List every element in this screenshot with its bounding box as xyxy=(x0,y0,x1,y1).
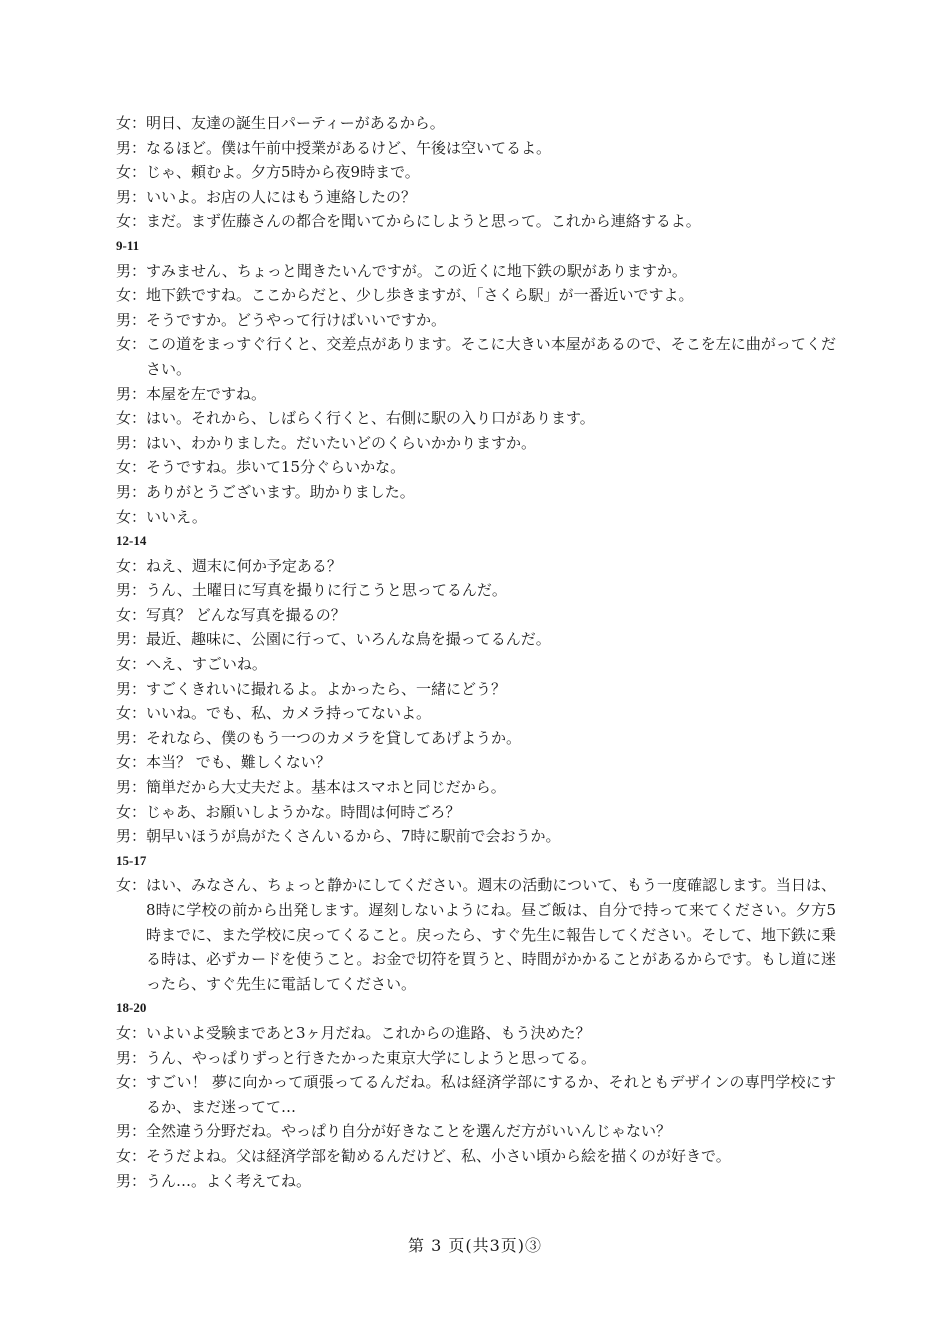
dialogue-text: 地下鉄ですね。ここからだと、少し歩きますが、「さくら駅」が一番近いですよ。 xyxy=(146,286,694,305)
dialogue-line xyxy=(116,726,836,751)
dialogue-line xyxy=(116,283,836,308)
dialogue-text: はい。それから、しばらく行くと、右側に駅の入り口があります。 xyxy=(146,409,595,428)
dialogue-text: いよいよ受験まであと3ヶ月だね。これからの進路、もう決めた？ xyxy=(146,1023,591,1042)
dialogue-text: この道をまっすぐ行くと、交差点があります。そこに大きい本屋があるので、そこを左に曲がってください。 xyxy=(146,335,836,378)
speaker-label: 男： xyxy=(116,187,147,206)
speaker-label: 女： xyxy=(116,507,147,526)
speaker-label: 女： xyxy=(116,409,147,428)
speaker-label: 男： xyxy=(116,482,147,501)
dialogue-line xyxy=(116,1169,836,1194)
dialogue-text: うん、土曜日に写真を撮りに行こうと思ってるんだ。 xyxy=(146,581,507,600)
dialogue-text: いいよ。お店の人にはもう連絡したの？ xyxy=(146,187,417,206)
dialogue-line xyxy=(116,455,836,480)
dialogue-text: じゃ、頼むよ。夕方5時から夜9時まで。 xyxy=(146,163,420,182)
dialogue-text: うん…。よく考えてね。 xyxy=(146,1171,312,1190)
speaker-label: 女： xyxy=(116,704,147,723)
dialogue-text: うん、やっぱりずっと行きたかった東京大学にしようと思ってる。 xyxy=(146,1048,597,1067)
speaker-label: 女： xyxy=(116,655,147,674)
dialogue-line xyxy=(116,1144,836,1169)
dialogue-text: なるほど。僕は午前中授業があるけど、午後は空いてるよ。 xyxy=(146,138,552,157)
dialogue-line xyxy=(116,824,836,849)
dialogue-text: 本屋を左ですね。 xyxy=(146,384,267,403)
dialogue-text: そうだよね。父は経済学部を勧めるんだけど、私、小さい頃から絵を描くのが好きで。 xyxy=(146,1146,731,1165)
dialogue-line xyxy=(116,505,836,530)
dialogue-text: それなら、僕のもう一つのカメラを貸してあげようか。 xyxy=(146,728,522,747)
dialogue-text: 全然違う分野だね。やっぱり自分が好きなことを選んだ方がいいんじゃない？ xyxy=(146,1122,672,1141)
speaker-label: 男： xyxy=(116,827,147,846)
speaker-label: 男： xyxy=(116,778,147,797)
dialogue-line xyxy=(116,1070,836,1119)
transcript xyxy=(116,111,836,1193)
speaker-label: 女： xyxy=(116,1146,147,1165)
speaker-label: 男： xyxy=(116,310,147,329)
speaker-label: 女： xyxy=(116,286,147,305)
dialogue-line xyxy=(116,775,836,800)
page-footer: 第 3 页(共3页)③ xyxy=(407,1236,543,1255)
dialogue-line xyxy=(116,1021,836,1046)
dialogue-line xyxy=(116,382,836,407)
speaker-label: 男： xyxy=(116,138,147,157)
speaker-label: 女： xyxy=(116,335,147,354)
dialogue-text: すごい！ 夢に向かって頑張ってるんだね。私は経済学部にするか、それともデザインの専門学校にするか、まだ迷ってて… xyxy=(146,1073,836,1116)
dialogue-text: いいえ。 xyxy=(146,507,207,526)
speaker-label: 女： xyxy=(116,163,147,182)
dialogue-text: 本当？ でも、難しくない？ xyxy=(146,753,331,772)
dialogue-text: はい、わかりました。だいたいどのくらいかかりますか。 xyxy=(146,433,537,452)
dialogue-line xyxy=(116,677,836,702)
speaker-label: 男： xyxy=(116,433,147,452)
dialogue-line xyxy=(116,578,836,603)
dialogue-text: 朝早いほうが鳥がたくさんいるから、7時に駅前で会おうか。 xyxy=(146,827,561,846)
dialogue-line xyxy=(116,652,836,677)
dialogue-line xyxy=(116,431,836,456)
section-number: 12-14 xyxy=(116,533,147,549)
speaker-label: 女： xyxy=(116,114,147,132)
dialogue-line xyxy=(116,209,836,234)
speaker-label: 男： xyxy=(116,384,147,403)
speaker-label: 男： xyxy=(116,1048,147,1067)
dialogue-line xyxy=(116,259,836,284)
speaker-label: 女： xyxy=(116,1073,147,1092)
dialogue-line xyxy=(116,111,836,136)
dialogue-text: そうですか。どうやって行けばいいですか。 xyxy=(146,310,447,329)
dialogue-line xyxy=(116,406,836,431)
dialogue-line xyxy=(116,750,836,775)
speaker-label: 女： xyxy=(116,605,147,624)
speaker-label: 男： xyxy=(116,728,147,747)
dialogue-text: 写真？ どんな写真を撮るの？ xyxy=(146,605,346,624)
dialogue-text: すごくきれいに撮れるよ。よかったら、一緒にどう？ xyxy=(146,679,507,698)
dialogue-line xyxy=(116,800,836,825)
dialogue-text: じゃあ、お願いしようかな。時間は何時ごろ？ xyxy=(146,802,461,821)
dialogue-text: 最近、趣味に、公園に行って、いろんな鳥を撮ってるんだ。 xyxy=(146,630,551,649)
dialogue-text: へえ、すごいね。 xyxy=(146,655,267,674)
dialogue-text: 簡単だから大丈夫だよ。基本はスマホと同じだから。 xyxy=(146,778,506,797)
dialogue-text: すみません、ちょっと聞きたいんですが。この近くに地下鉄の駅がありますか。 xyxy=(146,261,687,280)
speaker-label: 男： xyxy=(116,1122,147,1141)
dialogue-text: 明日、友達の誕生日パーティーがあるから。 xyxy=(146,114,445,132)
speaker-label: 男： xyxy=(116,581,147,600)
dialogue-text: まだ。まず佐藤さんの都合を聞いてからにしようと思って。これから連絡するよ。 xyxy=(146,212,701,231)
dialogue-text: そうですね。歩いて15分ぐらいかな。 xyxy=(146,458,406,477)
speaker-label: 男： xyxy=(116,630,147,649)
dialogue-line xyxy=(116,701,836,726)
speaker-label: 女： xyxy=(116,212,147,231)
speaker-label: 女： xyxy=(116,753,147,772)
dialogue-line xyxy=(116,136,836,161)
speaker-label: 女： xyxy=(116,556,147,575)
dialogue-line xyxy=(116,332,836,381)
section-number: 15-17 xyxy=(116,852,147,868)
speaker-label: 男： xyxy=(116,261,147,280)
speaker-label: 男： xyxy=(116,679,147,698)
dialogue-line xyxy=(116,185,836,210)
dialogue-line xyxy=(116,480,836,505)
section-number: 9-11 xyxy=(116,237,140,253)
speaker-label: 男： xyxy=(116,1171,147,1190)
dialogue-text: いいね。でも、私、カメラ持ってないよ。 xyxy=(146,704,432,723)
speaker-label: 女： xyxy=(116,458,147,477)
dialogue-line xyxy=(116,160,836,185)
dialogue-line xyxy=(116,554,836,579)
dialogue-text: ねえ、週末に何か予定ある？ xyxy=(146,556,342,575)
dialogue-line xyxy=(116,308,836,333)
dialogue-line xyxy=(116,627,836,652)
dialogue-text: はい、みなさん、ちょっと静かにしてください。週末の活動について、もう一度確認します。当日は、8時に学校の前から出発します。遅刻しないようにね。昼ご飯は、自分で持って来てください。夕方5時までに、また学校に戻ってくること。戻ったら、すぐ先生に報告してください。そして、地下鉄に乗る時は、必ずカードを使うこと。お金で切符を買うと、時間がかかることがあるからです。もし道に迷ったら、すぐ先生に電話してください。 xyxy=(146,876,836,993)
speaker-label: 女： xyxy=(116,876,147,895)
dialogue-line xyxy=(116,603,836,628)
section-number: 18-20 xyxy=(116,1000,147,1016)
speaker-label: 女： xyxy=(116,1023,147,1042)
dialogue-text: ありがとうございます。助かりました。 xyxy=(146,482,415,501)
dialogue-line xyxy=(116,1119,836,1144)
speaker-label: 女： xyxy=(116,802,147,821)
dialogue-line xyxy=(116,873,836,996)
dialogue-line xyxy=(116,1046,836,1071)
